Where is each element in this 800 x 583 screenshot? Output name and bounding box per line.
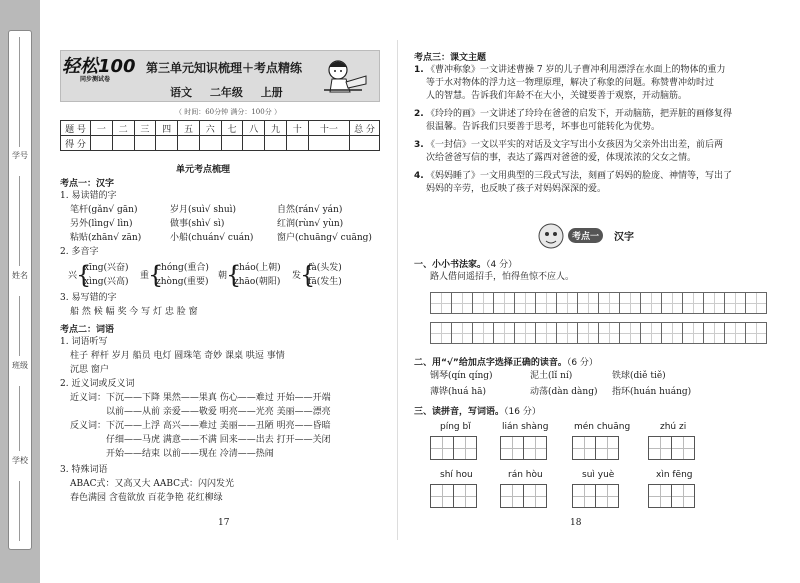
reading-word: 自然(rán√ yán) <box>277 205 343 215</box>
binding-strip-panel <box>8 30 32 550</box>
unit-title: 第三单元知识梳理＋考点精练 <box>146 61 303 75</box>
kaodian-badge: 考点一 <box>568 228 603 243</box>
table-cell: 题 号 <box>61 121 91 136</box>
answer-box[interactable] <box>572 436 618 460</box>
theme-item: 2. 《玲玲的画》一文讲述了玲玲在爸爸的启发下，开动脑筋，把弄脏的画修复得 很温馨。告诉我们只要善于思考，坏事也可能转化为优势。 <box>414 109 733 132</box>
writing-grid[interactable] <box>430 292 766 314</box>
pronunciation-choice[interactable]: 铁球(diě tiě) <box>612 371 666 381</box>
k1-title: 考点一：汉字 <box>60 179 115 189</box>
reading-word: 笔杆(gǎn√ gān) <box>70 205 138 215</box>
antonym-label: 反义词： <box>70 421 107 431</box>
pinyin-prompt: rán hòu <box>508 470 543 480</box>
special-words: 春色满园 含苞欲放 百花争艳 花红柳绿 <box>70 493 223 503</box>
score-field[interactable] <box>221 136 243 151</box>
k3-title: 考点三：课文主题 <box>414 53 487 63</box>
reading-word: 另外(lìng√ lìn) <box>70 219 133 229</box>
pinyin-prompt: shí hou <box>440 470 473 480</box>
poly-reading: fà(头发) <box>308 263 342 273</box>
grade: 二年级 <box>209 86 243 99</box>
poly-char: 朝 <box>218 271 228 281</box>
score-field[interactable] <box>134 136 156 151</box>
logo-subtitle: 同步测试卷 <box>80 76 111 83</box>
subject-row <box>170 84 283 100</box>
brand-logo <box>62 52 142 83</box>
answer-box[interactable] <box>648 484 694 508</box>
antonym-row: 开始——结束 以前——现在 冷清——热闹 <box>106 449 274 459</box>
pinyin-prompt: xìn fēng <box>656 470 693 480</box>
table-cell: 六 <box>199 121 221 136</box>
table-cell: 一 <box>91 121 113 136</box>
score-header-row <box>61 121 380 136</box>
poly-reading: fā(发生) <box>308 277 342 287</box>
pinyin-prompt: lián shàng <box>502 422 549 432</box>
strip-label-class: 班级 <box>12 361 28 370</box>
dictation-words: 沉思 窗户 <box>70 365 109 375</box>
poly-reading: xìng(兴高) <box>84 277 129 287</box>
k1-q2: 2. 多音字 <box>60 247 99 257</box>
table-cell: 四 <box>156 121 178 136</box>
answer-box[interactable] <box>500 484 546 508</box>
logo-text: 轻松100 <box>62 56 136 77</box>
pinyin-prompt: suì yuè <box>582 470 615 480</box>
theme-item: 4. 《妈妈睡了》一文用典型的三段式写法，刻画了妈妈的脸庞、神情等，写出了 妈妈的辛劳，也反映了孩子对妈妈深深的爱。 <box>414 171 733 194</box>
score-field[interactable] <box>350 136 380 151</box>
poly-reading: zhāo(朝阳) <box>234 277 281 287</box>
score-field[interactable] <box>265 136 287 151</box>
writing-grid[interactable] <box>430 322 766 344</box>
table-cell: 七 <box>221 121 243 136</box>
pronunciation-choice[interactable]: 薄铧(huá hā) <box>430 387 487 397</box>
special-words: ABAC式：又高又大 AABC式：闪闪发光 <box>70 479 235 489</box>
poly-reading: chóng(重合) <box>156 263 209 273</box>
k1-q1: 1. 易读错的字 <box>60 191 117 201</box>
reading-word: 粘贴(zhān√ zān) <box>70 233 142 243</box>
pinyin-prompt: zhú zi <box>660 422 687 432</box>
answer-box[interactable] <box>572 484 618 508</box>
k2-q1: 1. 词语听写 <box>60 337 108 347</box>
poly-char: 重 <box>140 271 150 281</box>
score-field[interactable] <box>286 136 308 151</box>
theme-item: 1. 《曹冲称象》一文讲述曹操 7 岁的儿子曹冲利用漂浮在水面上的物体的重力 等于水对物体的浮力这一物理原理，解决了称象的问题。称赞曹冲幼时过 人的智慧。告诉我们年龄不在大小，关键要善于观察，开动脑筋。 <box>414 65 726 101</box>
table-cell: 二 <box>112 121 134 136</box>
table-cell: 十一 <box>308 121 349 136</box>
reading-word: 窗户(chuāng√ cuāng) <box>277 233 372 243</box>
strip-label-name: 姓名 <box>12 271 28 280</box>
synonym-label: 近义词： <box>70 393 107 403</box>
poly-reading: cháo(上朝) <box>234 263 281 273</box>
reading-word: 小船(chuán√ cuán) <box>170 233 254 243</box>
themes-list <box>414 64 744 196</box>
mascot-icon <box>320 52 370 98</box>
poly-reading: zhòng(重要) <box>156 277 209 287</box>
reading-word: 红润(rùn√ yùn) <box>277 219 344 229</box>
score-field[interactable] <box>308 136 349 151</box>
score-value-row <box>61 136 380 151</box>
poly-char: 兴 <box>68 271 78 281</box>
poem-line: 路人借问遥招手，怕得鱼惊不应人。 <box>430 272 575 282</box>
answer-box[interactable] <box>648 436 694 460</box>
pronunciation-choice[interactable]: 指环(huán huáng) <box>612 387 692 397</box>
dictation-words: 柱子 秤杆 岁月 船员 电灯 圆珠笔 奇妙 课桌 哄逗 事情 <box>70 351 285 361</box>
theme-item: 3. 《一封信》一文以平实的对话及文字写出小女孩因为父亲外出出差，前后两 次给爸爸写信的事，表达了露西对爸爸的爱，体现浓浓的父女之情。 <box>414 140 724 163</box>
synonym-row: 下沉——下降 果然——果真 伤心——难过 开始——开端 <box>106 393 331 403</box>
strip-label-school: 学校 <box>12 456 28 465</box>
kaodian-topic: 汉字 <box>614 232 634 243</box>
answer-box[interactable] <box>430 484 476 508</box>
antonym-row: 下沉——上浮 高兴——难过 美丽——丑陋 明亮——昏暗 <box>106 421 331 431</box>
page-number-right: 18 <box>570 518 582 528</box>
table-cell: 总 分 <box>350 121 380 136</box>
score-field[interactable] <box>199 136 221 151</box>
antonym-row: 仔细——马虎 满意——不满 回来——出去 打开——关闭 <box>106 435 331 445</box>
k2-q2: 2. 近义词或反义词 <box>60 379 135 389</box>
score-field[interactable] <box>178 136 200 151</box>
reading-word: 做事(shì√ sì) <box>170 219 225 229</box>
pinyin-prompt: píng bǐ <box>440 422 471 432</box>
strip-label-id: 学号 <box>12 151 28 160</box>
page-divider <box>397 40 398 540</box>
page-number-left: 17 <box>218 518 230 528</box>
table-cell: 九 <box>265 121 287 136</box>
volume: 上册 <box>260 86 283 99</box>
table-cell: 八 <box>243 121 265 136</box>
score-field[interactable] <box>91 136 113 151</box>
pronunciation-choice[interactable]: 泥土(lǐ ní) <box>530 371 573 381</box>
s1-title: 一、小小书法家。（4 分） <box>414 260 518 270</box>
section-heading: 单元考点梳理 <box>176 165 231 175</box>
k2-q3: 3. 特殊词语 <box>60 465 108 475</box>
s2-title: 二、用“√”给加点字选择正确的读音。（6 分） <box>414 358 598 368</box>
exam-meta: （ 时间：60分钟 满分：100分 ） <box>175 108 281 116</box>
score-field[interactable] <box>112 136 134 151</box>
poly-char: 发 <box>292 271 302 281</box>
subject: 语文 <box>170 86 192 99</box>
k2-title: 考点二：词语 <box>60 325 115 335</box>
s3-title: 三、读拼音，写词语。（16 分） <box>414 407 541 417</box>
table-cell: 得 分 <box>61 136 91 151</box>
answer-box[interactable] <box>500 436 546 460</box>
table-cell: 十 <box>286 121 308 136</box>
answer-box[interactable] <box>430 436 476 460</box>
poly-reading: xīng(兴奋) <box>84 263 129 273</box>
k1-q3: 3. 易写错的字 <box>60 293 117 303</box>
pinyin-prompt: mén chuāng <box>574 422 631 432</box>
synonym-row: 以前——从前 亲爱——敬爱 明亮——光亮 美丽——漂亮 <box>106 407 331 417</box>
score-field[interactable] <box>243 136 265 151</box>
table-cell: 三 <box>134 121 156 136</box>
table-cell: 五 <box>178 121 200 136</box>
score-field[interactable] <box>156 136 178 151</box>
mascot-face-icon <box>536 222 566 250</box>
reading-word: 岁月(suì√ shuì) <box>170 205 237 215</box>
pronunciation-choice[interactable]: 动荡(dàn dàng) <box>530 387 598 397</box>
pronunciation-choice[interactable]: 钢琴(qín qíng) <box>430 371 493 381</box>
score-table <box>60 120 380 151</box>
hard-chars: 船 然 候 幅 奖 今 写 灯 忠 脸 窗 <box>70 307 198 317</box>
